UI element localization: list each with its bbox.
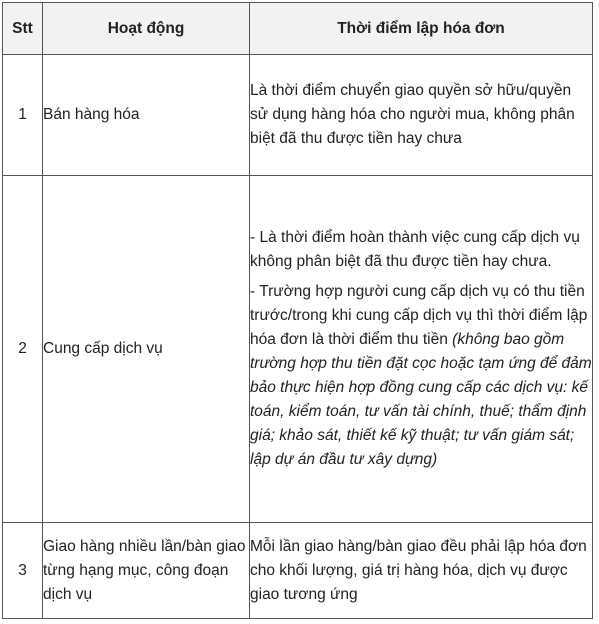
table-row xyxy=(3,523,593,619)
activity-cell: Giao hàng nhiều lần/bàn giao từng hạng mục, công đoạn dịch vụ xyxy=(43,523,250,619)
activity-cell: Cung cấp dịch vụ xyxy=(43,176,250,523)
invoice-time-exception-note: (không bao gồm trường hợp thu tiền đặt cọc hoặc tạm ứng để đảm bảo thực hiện hợp đồng cung cấp các dịch vụ: kế toán, kiểm toán, tư vấn tài chính, thuế; thẩm định giá; khảo sát, thiết kế kỹ thuật; tư vấn giám sát; lập dự án đầu tư xây dựng) xyxy=(250,331,592,468)
invoice-time-paragraph: - Là thời điểm hoàn thành việc cung cấp dịch vụ không phân biệt đã thu được tiền hay chưa. xyxy=(250,229,580,270)
invoice-time-cell xyxy=(250,176,593,523)
invoice-time-cell: Mỗi lần giao hàng/bàn giao đều phải lập hóa đơn cho khối lượng, giá trị hàng hóa, dịch vụ được giao tương ứng xyxy=(250,523,593,619)
invoice-timing-table xyxy=(2,2,593,619)
row-number: 1 xyxy=(3,55,43,176)
activity-cell: Bán hàng hóa xyxy=(43,55,250,176)
table-row xyxy=(3,55,593,176)
invoice-time-paragraph xyxy=(250,280,592,472)
invoice-time-text: - Trường hợp người cung cấp dịch vụ có thu tiền trước/trong khi cung cấp dịch vụ thì thời điểm lập hóa đơn là thời điểm thu tiền xyxy=(250,283,588,348)
header-activity: Hoạt động xyxy=(43,3,250,55)
invoice-time-cell: Là thời điểm chuyển giao quyền sở hữu/quyền sử dụng hàng hóa cho người mua, không phân biệt đã thu được tiền hay chưa xyxy=(250,55,593,176)
table-header-row xyxy=(3,3,593,55)
row-number: 2 xyxy=(3,176,43,523)
header-stt: Stt xyxy=(3,3,43,55)
header-invoice-time: Thời điểm lập hóa đơn xyxy=(250,3,593,55)
table-row xyxy=(3,176,593,523)
row-number: 3 xyxy=(3,523,43,619)
